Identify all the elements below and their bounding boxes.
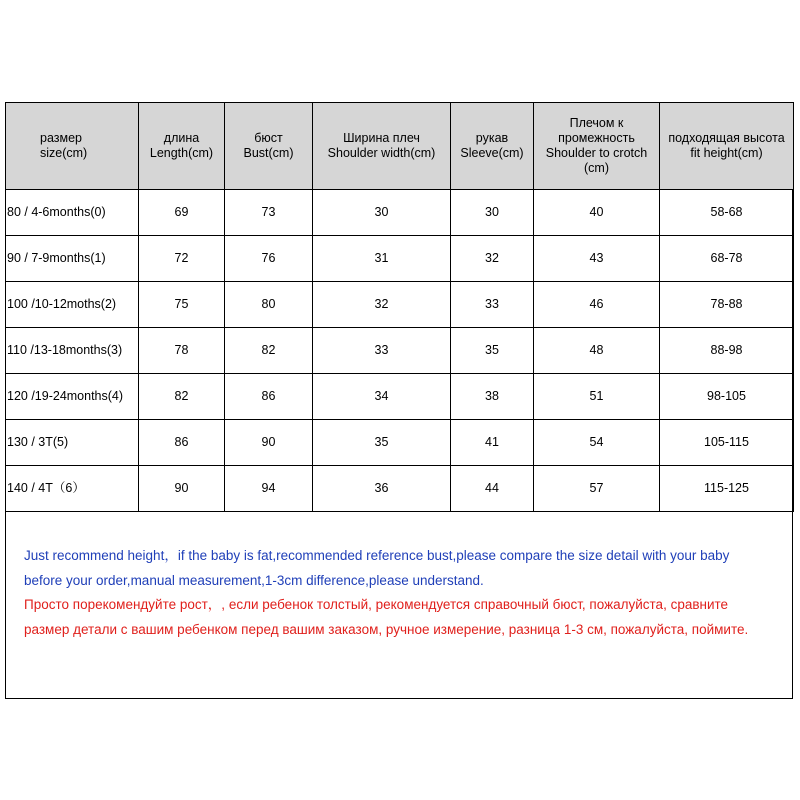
fit-height-cell: 105-115 (660, 420, 794, 466)
bust-cell: 73 (225, 190, 313, 236)
shoulder-width-cell: 36 (313, 466, 451, 512)
fit-height-cell: 78-88 (660, 282, 794, 328)
fit-height-cell: 115-125 (660, 466, 794, 512)
table-header-row (6, 103, 794, 190)
length-cell: 78 (139, 328, 225, 374)
bust-cell: 90 (225, 420, 313, 466)
fit-height-cell: 98-105 (660, 374, 794, 420)
bust-cell: 94 (225, 466, 313, 512)
note-english-line-2: before your order,manual measurement,1-3cm difference,please understand. (24, 572, 484, 588)
header-size: размер size(cm) (6, 103, 139, 190)
length-cell: 72 (139, 236, 225, 282)
header-fit-height: подходящая высота fit height(cm) (660, 103, 794, 190)
shoulder-to-crotch-cell: 46 (534, 282, 660, 328)
table-row (6, 190, 794, 236)
shoulder-to-crotch-cell: 40 (534, 190, 660, 236)
size-cell: 140 / 4T（6） (6, 466, 139, 512)
sleeve-cell: 30 (451, 190, 534, 236)
size-chart-table (5, 102, 794, 512)
size-cell: 80 / 4-6months(0) (6, 190, 139, 236)
fit-height-cell: 58-68 (660, 190, 794, 236)
table-row (6, 420, 794, 466)
sleeve-cell: 32 (451, 236, 534, 282)
shoulder-to-crotch-cell: 57 (534, 466, 660, 512)
bust-cell: 76 (225, 236, 313, 282)
shoulder-width-cell: 32 (313, 282, 451, 328)
table-row (6, 466, 794, 512)
sleeve-cell: 38 (451, 374, 534, 420)
note-russian-line-2: размер детали с вашим ребенком перед вашим заказом, ручное измерение, разница 1-3 см, пожалуйста, поймите. (24, 621, 749, 637)
header-shoulder-width: Ширина плеч Shoulder width(cm) (313, 103, 451, 190)
sleeve-cell: 35 (451, 328, 534, 374)
shoulder-width-cell: 30 (313, 190, 451, 236)
bust-cell: 80 (225, 282, 313, 328)
shoulder-to-crotch-cell: 54 (534, 420, 660, 466)
note-english-line-1: Just recommend height，if the baby is fat,recommended reference bust,please compare the size detail with your baby (24, 548, 730, 563)
shoulder-to-crotch-cell: 51 (534, 374, 660, 420)
shoulder-to-crotch-cell: 48 (534, 328, 660, 374)
header-length: длина Length(cm) (139, 103, 225, 190)
fit-height-cell: 68-78 (660, 236, 794, 282)
table-row (6, 282, 794, 328)
sleeve-cell: 44 (451, 466, 534, 512)
size-cell: 90 / 7-9months(1) (6, 236, 139, 282)
header-bust: бюст Bust(cm) (225, 103, 313, 190)
size-cell: 100 /10-12moths(2) (6, 282, 139, 328)
shoulder-width-cell: 33 (313, 328, 451, 374)
header-sleeve: рукав Sleeve(cm) (451, 103, 534, 190)
table-row (6, 374, 794, 420)
header-shoulder-to-crotch: Плечом к промежность Shoulder to crotch (cm) (534, 103, 660, 190)
shoulder-width-cell: 35 (313, 420, 451, 466)
table-row (6, 328, 794, 374)
size-notes (24, 544, 784, 642)
length-cell: 86 (139, 420, 225, 466)
size-cell: 130 / 3T(5) (6, 420, 139, 466)
length-cell: 69 (139, 190, 225, 236)
bust-cell: 82 (225, 328, 313, 374)
length-cell: 75 (139, 282, 225, 328)
length-cell: 82 (139, 374, 225, 420)
shoulder-width-cell: 34 (313, 374, 451, 420)
sleeve-cell: 33 (451, 282, 534, 328)
size-cell: 120 /19-24months(4) (6, 374, 139, 420)
sleeve-cell: 41 (451, 420, 534, 466)
fit-height-cell: 88-98 (660, 328, 794, 374)
length-cell: 90 (139, 466, 225, 512)
shoulder-to-crotch-cell: 43 (534, 236, 660, 282)
shoulder-width-cell: 31 (313, 236, 451, 282)
table-row (6, 236, 794, 282)
size-cell: 110 /13-18months(3) (6, 328, 139, 374)
bust-cell: 86 (225, 374, 313, 420)
note-russian-line-1: Просто порекомендуйте рост，, если ребенок толстый, рекомендуется справочный бюст, пожалуйста, сравните (24, 597, 729, 612)
